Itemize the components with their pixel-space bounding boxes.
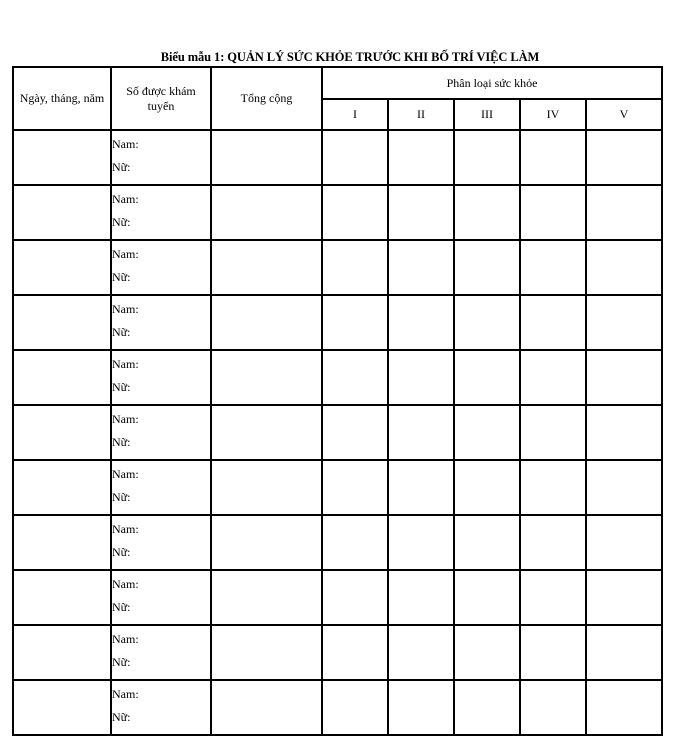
class-1-cell[interactable] bbox=[322, 130, 388, 185]
male-label: Nam: bbox=[112, 467, 139, 481]
date-cell[interactable] bbox=[13, 185, 111, 240]
class-3-cell[interactable] bbox=[454, 185, 520, 240]
male-label: Nam: bbox=[112, 357, 139, 371]
class-4-cell[interactable] bbox=[520, 185, 586, 240]
total-cell[interactable] bbox=[211, 515, 322, 570]
male-label: Nam: bbox=[112, 687, 139, 701]
class-3-cell[interactable] bbox=[454, 350, 520, 405]
table-row bbox=[13, 515, 662, 570]
examined-count-cell[interactable] bbox=[111, 130, 211, 185]
class-3-cell[interactable] bbox=[454, 460, 520, 515]
class-5-cell[interactable] bbox=[586, 350, 662, 405]
class-1-cell[interactable] bbox=[322, 240, 388, 295]
female-label: Nữ: bbox=[112, 215, 131, 229]
class-3-cell[interactable] bbox=[454, 295, 520, 350]
female-label: Nữ: bbox=[112, 160, 131, 174]
class-4-cell[interactable] bbox=[520, 515, 586, 570]
female-label: Nữ: bbox=[112, 325, 131, 339]
class-4-cell[interactable] bbox=[520, 350, 586, 405]
male-label: Nam: bbox=[112, 247, 139, 261]
header-class-4: IV bbox=[520, 99, 586, 130]
class-2-cell[interactable] bbox=[388, 350, 454, 405]
header-date: Ngày, tháng, năm bbox=[13, 67, 111, 130]
class-1-cell[interactable] bbox=[322, 295, 388, 350]
class-3-cell[interactable] bbox=[454, 625, 520, 680]
examined-count-cell[interactable] bbox=[111, 185, 211, 240]
form-title: Biểu mẫu 1: QUẢN LÝ SỨC KHỎE TRƯỚC KHI BỐ TRÍ VIỆC LÀM bbox=[160, 50, 540, 64]
class-4-cell[interactable] bbox=[520, 570, 586, 625]
examined-count-cell[interactable] bbox=[111, 460, 211, 515]
class-5-cell[interactable] bbox=[586, 295, 662, 350]
date-cell[interactable] bbox=[13, 240, 111, 295]
class-3-cell[interactable] bbox=[454, 680, 520, 735]
class-2-cell[interactable] bbox=[388, 185, 454, 240]
date-cell[interactable] bbox=[13, 460, 111, 515]
class-2-cell[interactable] bbox=[388, 515, 454, 570]
header-class-5: V bbox=[586, 99, 662, 130]
date-cell[interactable] bbox=[13, 350, 111, 405]
class-3-cell[interactable] bbox=[454, 405, 520, 460]
total-cell[interactable] bbox=[211, 295, 322, 350]
date-cell[interactable] bbox=[13, 515, 111, 570]
total-cell[interactable] bbox=[211, 240, 322, 295]
total-cell[interactable] bbox=[211, 130, 322, 185]
male-label: Nam: bbox=[112, 522, 139, 536]
health-management-table bbox=[12, 66, 663, 736]
class-2-cell[interactable] bbox=[388, 295, 454, 350]
examined-count-cell[interactable] bbox=[111, 405, 211, 460]
female-label: Nữ: bbox=[112, 655, 131, 669]
class-4-cell[interactable] bbox=[520, 130, 586, 185]
class-2-cell[interactable] bbox=[388, 405, 454, 460]
class-2-cell[interactable] bbox=[388, 130, 454, 185]
date-cell[interactable] bbox=[13, 130, 111, 185]
class-4-cell[interactable] bbox=[520, 240, 586, 295]
header-total: Tổng cộng bbox=[211, 67, 322, 130]
female-label: Nữ: bbox=[112, 435, 131, 449]
class-4-cell[interactable] bbox=[520, 625, 586, 680]
class-2-cell[interactable] bbox=[388, 680, 454, 735]
examined-count-cell[interactable] bbox=[111, 625, 211, 680]
table-row bbox=[13, 570, 662, 625]
class-1-cell[interactable] bbox=[322, 350, 388, 405]
male-label: Nam: bbox=[112, 412, 139, 426]
total-cell[interactable] bbox=[211, 350, 322, 405]
date-cell[interactable] bbox=[13, 680, 111, 735]
class-4-cell[interactable] bbox=[520, 295, 586, 350]
class-4-cell[interactable] bbox=[520, 405, 586, 460]
total-cell[interactable] bbox=[211, 185, 322, 240]
class-3-cell[interactable] bbox=[454, 240, 520, 295]
male-label: Nam: bbox=[112, 192, 139, 206]
date-cell[interactable] bbox=[13, 570, 111, 625]
class-5-cell[interactable] bbox=[586, 185, 662, 240]
header-class-3: III bbox=[454, 99, 520, 130]
class-1-cell[interactable] bbox=[322, 570, 388, 625]
class-5-cell[interactable] bbox=[586, 460, 662, 515]
class-5-cell[interactable] bbox=[586, 515, 662, 570]
table-row bbox=[13, 185, 662, 240]
class-4-cell[interactable] bbox=[520, 460, 586, 515]
class-2-cell[interactable] bbox=[388, 570, 454, 625]
male-label: Nam: bbox=[112, 302, 139, 316]
class-5-cell[interactable] bbox=[586, 130, 662, 185]
header-class-1: I bbox=[322, 99, 388, 130]
class-5-cell[interactable] bbox=[586, 680, 662, 735]
class-2-cell[interactable] bbox=[388, 625, 454, 680]
male-label: Nam: bbox=[112, 137, 139, 151]
class-1-cell[interactable] bbox=[322, 405, 388, 460]
examined-count-cell[interactable] bbox=[111, 515, 211, 570]
total-cell[interactable] bbox=[211, 460, 322, 515]
total-cell[interactable] bbox=[211, 405, 322, 460]
class-5-cell[interactable] bbox=[586, 625, 662, 680]
total-cell[interactable] bbox=[211, 625, 322, 680]
table-body bbox=[13, 130, 662, 735]
female-label: Nữ: bbox=[112, 600, 131, 614]
date-cell[interactable] bbox=[13, 625, 111, 680]
table-row bbox=[13, 405, 662, 460]
table-row bbox=[13, 460, 662, 515]
class-3-cell[interactable] bbox=[454, 570, 520, 625]
female-label: Nữ: bbox=[112, 710, 131, 724]
total-cell[interactable] bbox=[211, 570, 322, 625]
class-1-cell[interactable] bbox=[322, 185, 388, 240]
table-row bbox=[13, 350, 662, 405]
table-row bbox=[13, 295, 662, 350]
examined-count-cell[interactable] bbox=[111, 570, 211, 625]
female-label: Nữ: bbox=[112, 490, 131, 504]
table-row bbox=[13, 625, 662, 680]
class-1-cell[interactable] bbox=[322, 515, 388, 570]
header-class-2: II bbox=[388, 99, 454, 130]
class-4-cell[interactable] bbox=[520, 680, 586, 735]
female-label: Nữ: bbox=[112, 545, 131, 559]
female-label: Nữ: bbox=[112, 380, 131, 394]
female-label: Nữ: bbox=[112, 270, 131, 284]
total-cell[interactable] bbox=[211, 680, 322, 735]
class-3-cell[interactable] bbox=[454, 130, 520, 185]
table-row bbox=[13, 680, 662, 735]
date-cell[interactable] bbox=[13, 405, 111, 460]
class-2-cell[interactable] bbox=[388, 240, 454, 295]
class-1-cell[interactable] bbox=[322, 680, 388, 735]
male-label: Nam: bbox=[112, 632, 139, 646]
examined-count-cell[interactable] bbox=[111, 680, 211, 735]
class-5-cell[interactable] bbox=[586, 405, 662, 460]
class-1-cell[interactable] bbox=[322, 460, 388, 515]
class-5-cell[interactable] bbox=[586, 570, 662, 625]
class-1-cell[interactable] bbox=[322, 625, 388, 680]
class-2-cell[interactable] bbox=[388, 460, 454, 515]
class-5-cell[interactable] bbox=[586, 240, 662, 295]
date-cell[interactable] bbox=[13, 295, 111, 350]
examined-count-cell[interactable] bbox=[111, 295, 211, 350]
examined-count-cell[interactable] bbox=[111, 350, 211, 405]
table-row bbox=[13, 240, 662, 295]
header-classification: Phân loại sức khỏe bbox=[322, 67, 662, 99]
header-examined: Số được khám tuyển bbox=[111, 67, 211, 130]
table-row bbox=[13, 130, 662, 185]
class-3-cell[interactable] bbox=[454, 515, 520, 570]
examined-count-cell[interactable] bbox=[111, 240, 211, 295]
male-label: Nam: bbox=[112, 577, 139, 591]
